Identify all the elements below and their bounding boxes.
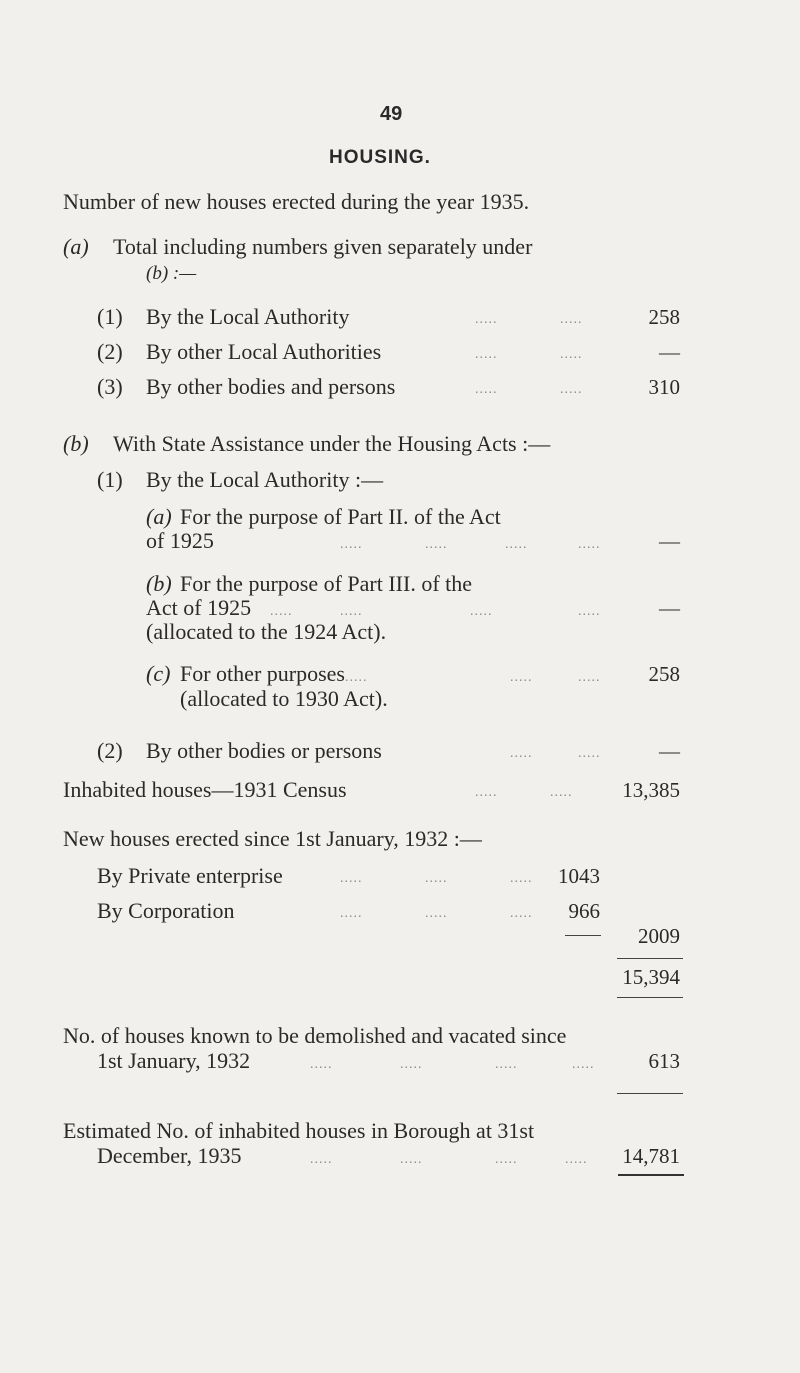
leader-dots: ..... — [400, 1152, 423, 1167]
new-houses-total: 15,394 — [622, 965, 680, 989]
intro-line: Number of new houses erected during the year 1935. — [63, 189, 530, 214]
private-enterprise-label: By Private enterprise — [97, 863, 283, 888]
leader-dots: ..... — [310, 1152, 333, 1167]
sum-dash — [565, 935, 601, 936]
leader-dots: ..... — [470, 604, 493, 619]
leader-dots: ..... — [340, 604, 363, 619]
part-c-value: 258 — [648, 662, 680, 686]
section-a-item-num: (1) — [97, 304, 123, 329]
sum-rule — [617, 997, 683, 998]
section-b-sub2-label: By other bodies or persons — [146, 738, 382, 763]
leader-dots: ..... — [345, 670, 368, 685]
leader-dots: ..... — [495, 1152, 518, 1167]
section-a-item-label: By other Local Authorities — [146, 339, 382, 364]
demolished-value: 613 — [648, 1049, 680, 1073]
section-a-item-label: By other bodies and persons — [146, 374, 396, 399]
leader-dots: ..... — [425, 871, 448, 886]
section-b-sub1-num: (1) — [97, 467, 123, 492]
inhabited-label: Inhabited houses—1931 Census — [63, 777, 347, 802]
leader-dots: ..... — [578, 604, 601, 619]
leader-dots: ..... — [400, 1057, 423, 1072]
leader-dots: ..... — [310, 1057, 333, 1072]
estimated-value: 14,781 — [622, 1144, 680, 1168]
sum-rule — [617, 1093, 683, 1094]
demolished-line2: 1st January, 1932 — [97, 1048, 251, 1073]
leader-dots: ..... — [578, 746, 601, 761]
leader-dots: ..... — [560, 347, 583, 362]
leader-dots: ..... — [340, 906, 363, 921]
new-houses-label: New houses erected since 1st January, 1932 :— — [63, 826, 482, 851]
section-a-item-label: By the Local Authority — [146, 304, 350, 329]
leader-dots: ..... — [560, 382, 583, 397]
part-a-line1: For the purpose of Part II. of the Act — [180, 504, 501, 529]
demolished-line1: No. of houses known to be demolished and vacated since — [63, 1023, 567, 1048]
part-a-line2: of 1925 — [146, 528, 214, 553]
section-b-marker: (b) — [63, 431, 89, 456]
new-houses-subtotal: 2009 — [638, 924, 680, 948]
part-b-line2: Act of 1925 — [146, 595, 252, 620]
page-title: HOUSING. — [329, 147, 431, 168]
leader-dots: ..... — [578, 670, 601, 685]
part-b-marker: (b) — [146, 571, 172, 596]
section-a-item-value: 258 — [648, 305, 680, 329]
leader-dots: ..... — [475, 785, 498, 800]
double-rule — [618, 1174, 684, 1176]
part-c-line1: For other purposes — [180, 661, 345, 686]
leader-dots: ..... — [475, 382, 498, 397]
corporation-value: 966 — [568, 899, 600, 923]
leader-dots: ..... — [565, 1152, 588, 1167]
inhabited-value: 13,385 — [622, 778, 680, 802]
leader-dots: ..... — [510, 906, 533, 921]
leader-dots: ..... — [425, 537, 448, 552]
section-b-line1: With State Assistance under the Housing Acts :— — [113, 431, 551, 456]
part-c-marker: (c) — [146, 661, 171, 686]
estimated-line1: Estimated No. of inhabited houses in Borough at 31st — [63, 1118, 535, 1143]
section-a-marker: (a) — [63, 234, 89, 259]
leader-dots: ..... — [572, 1057, 595, 1072]
corporation-label: By Corporation — [97, 898, 235, 923]
leader-dots: ..... — [270, 604, 293, 619]
section-a-item-value: — — [659, 340, 680, 364]
leader-dots: ..... — [510, 746, 533, 761]
leader-dots: ..... — [560, 312, 583, 327]
part-b-value: — — [659, 596, 680, 620]
leader-dots: ..... — [550, 785, 573, 800]
leader-dots: ..... — [340, 871, 363, 886]
leader-dots: ..... — [425, 906, 448, 921]
leader-dots: ..... — [475, 312, 498, 327]
section-a-item-num: (3) — [97, 374, 123, 399]
part-c-line2: (allocated to 1930 Act). — [180, 686, 388, 711]
section-a-line2: (b) :— — [146, 263, 197, 284]
part-a-marker: (a) — [146, 504, 172, 529]
leader-dots: ..... — [510, 670, 533, 685]
section-b-sub2-num: (2) — [97, 738, 123, 763]
page-number: 49 — [380, 103, 403, 125]
leader-dots: ..... — [495, 1057, 518, 1072]
section-b-sub2-value: — — [659, 739, 680, 763]
leader-dots: ..... — [475, 347, 498, 362]
leader-dots: ..... — [340, 537, 363, 552]
part-b-line1: For the purpose of Part III. of the — [180, 571, 473, 596]
section-b-sub1-label: By the Local Authority :— — [146, 467, 384, 492]
private-enterprise-value: 1043 — [558, 864, 600, 888]
section-a-item-num: (2) — [97, 339, 123, 364]
estimated-line2: December, 1935 — [97, 1143, 242, 1168]
leader-dots: ..... — [578, 537, 601, 552]
part-b-line3: (allocated to the 1924 Act). — [146, 619, 387, 644]
part-a-value: — — [659, 529, 680, 553]
sum-rule — [617, 958, 683, 959]
section-a-item-value: 310 — [648, 375, 680, 399]
leader-dots: ..... — [505, 537, 528, 552]
leader-dots: ..... — [510, 871, 533, 886]
section-a-line1: Total including numbers given separately under — [113, 234, 533, 259]
